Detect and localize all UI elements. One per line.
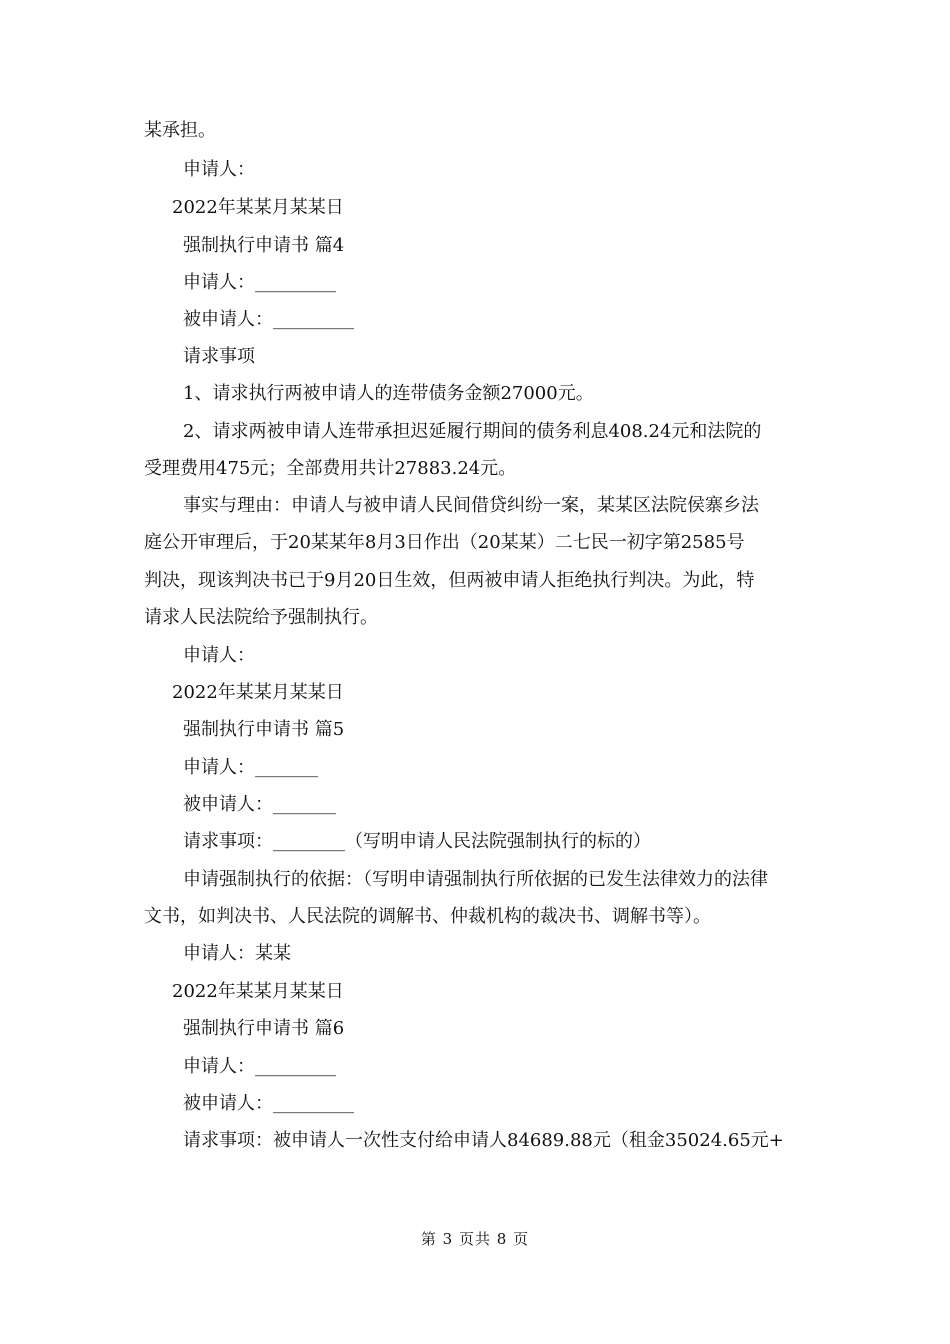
- text-line: 受理费用475元；全部费用共计27883.24元。: [144, 458, 517, 479]
- text-line: 2、请求两被申请人连带承担迟延履行期间的债务利息408.24元和法院的: [183, 421, 762, 442]
- section-heading: 强制执行申请书 篇5: [183, 719, 345, 740]
- text-line: 事实与理由：申请人与被申请人民间借贷纠纷一案，某某区法院侯寨乡法: [183, 495, 759, 516]
- section-heading: 强制执行申请书 篇6: [183, 1018, 345, 1039]
- text-line: 请求事项：被申请人一次性支付给申请人84689.88元（租金35024.65元+: [183, 1130, 784, 1151]
- text-line: 申请人：: [183, 159, 255, 180]
- text-line: 被申请人：_______: [183, 794, 336, 815]
- section-heading: 强制执行申请书 篇4: [183, 235, 345, 256]
- text-line: 申请人：某某: [183, 943, 291, 964]
- date-line: 2022年某某月某某日: [172, 197, 344, 218]
- text-line: 判决，现该判决书已于9月20日生效，但两被申请人拒绝执行判决。为此，特: [144, 570, 755, 591]
- text-line: 请求事项: [183, 346, 255, 367]
- page-footer: 第 3 页共 8 页: [420, 1230, 530, 1248]
- text-line: 被申请人：_________: [183, 1093, 354, 1114]
- text-line: 被申请人：_________: [183, 309, 354, 330]
- text-line: 庭公开审理后，于20某某年8月3日作出（20某某）二七民一初字第2585号: [144, 532, 745, 553]
- text-line: 1、请求执行两被申请人的连带债务金额27000元。: [183, 383, 594, 404]
- text-line: 申请人：_______: [183, 757, 318, 778]
- text-line: 申请人：_________: [183, 1056, 336, 1077]
- text-line: 某承担。: [144, 120, 216, 141]
- text-line: 申请强制执行的依据：（写明申请强制执行所依据的已发生法律效力的法律: [183, 869, 768, 890]
- text-line: 请求事项：________（写明申请人民法院强制执行的标的）: [183, 831, 651, 852]
- text-line: 申请人：: [183, 645, 255, 666]
- date-line: 2022年某某月某某日: [172, 981, 344, 1002]
- date-line: 2022年某某月某某日: [172, 682, 344, 703]
- text-line: 申请人：_________: [183, 272, 336, 293]
- text-line: 文书，如判决书、人民法院的调解书、仲裁机构的裁决书、调解书等）。: [144, 906, 711, 927]
- text-line: 请求人民法院给予强制执行。: [144, 607, 378, 628]
